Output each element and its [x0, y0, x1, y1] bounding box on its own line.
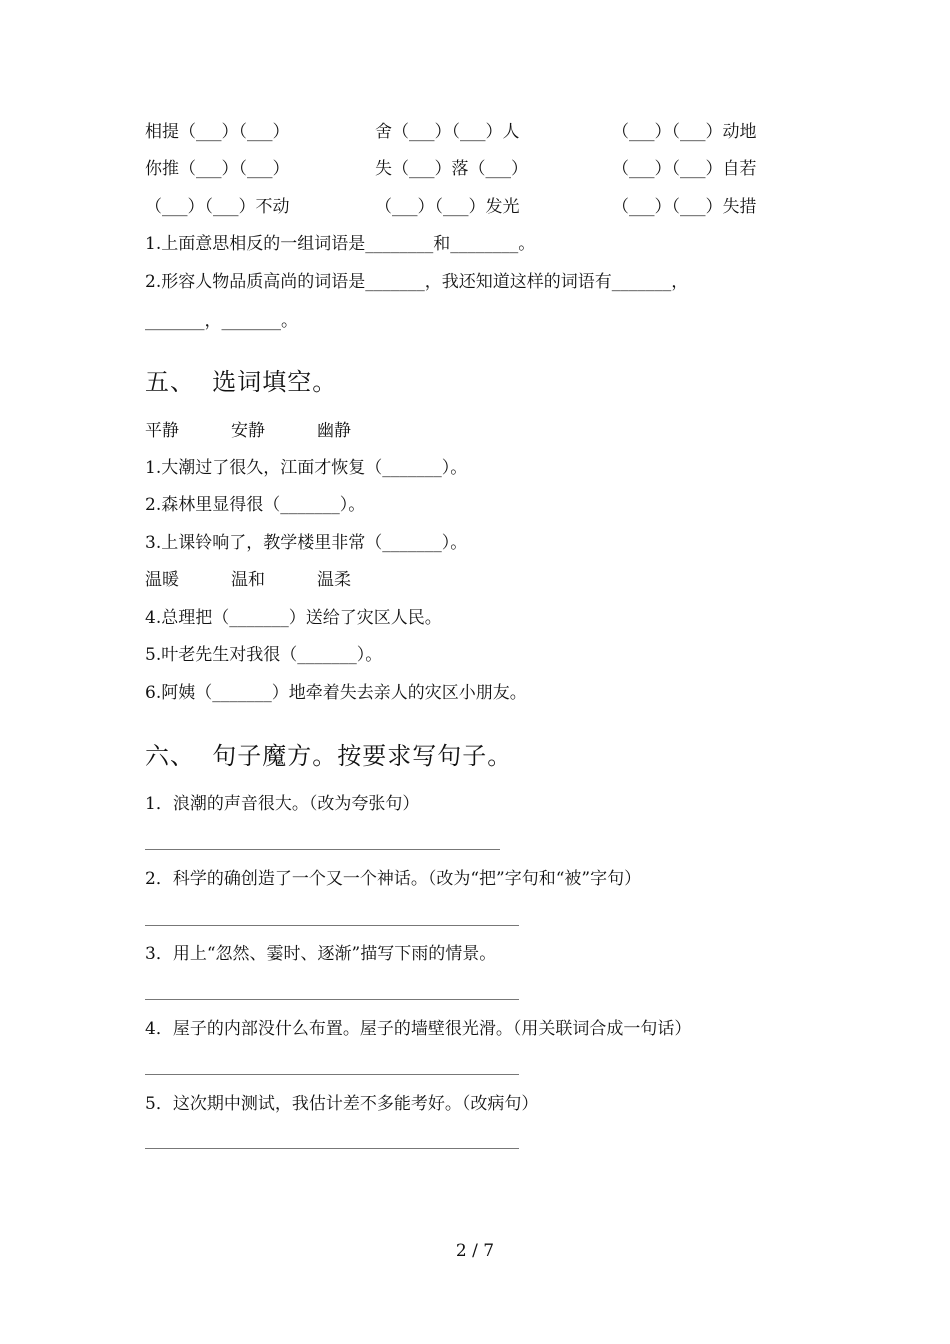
- page-number: 2 / 7: [455, 1241, 495, 1261]
- idiom-r2-c1: 你推（___）（___）: [145, 159, 290, 179]
- idiom-r3-c3: （___）（___）失措: [612, 197, 757, 217]
- idiom-r1-c2: 舍（___）（___）人: [375, 122, 520, 142]
- fill-item-4: 4.总理把（_______）送给了灾区人民。: [145, 608, 442, 628]
- fill-item-3: 3.上课铃响了，教学楼里非常（_______）。: [145, 533, 468, 553]
- section-5-heading: 五、 选词填空。: [145, 368, 338, 396]
- answer-line-4[interactable]: [145, 1074, 519, 1075]
- section-6-heading: 六、 句子魔方。按要求写句子。: [145, 742, 513, 770]
- word-choice-1c: 幽静: [317, 421, 351, 441]
- sentence-task-1: 1．浪潮的声音很大。（改为夸张句）: [145, 794, 420, 814]
- sentence-task-2: 2．科学的确创造了一个又一个神话。（改为“把”字句和“被”字句）: [145, 869, 642, 889]
- answer-line-2[interactable]: [145, 925, 519, 926]
- sentence-task-4: 4．屋子的内部没什么布置。屋子的墙壁很光滑。（用关联词合成一句话）: [145, 1019, 692, 1039]
- sentence-task-5: 5．这次期中测试，我估计差不多能考好。（改病句）: [145, 1094, 539, 1114]
- word-choice-1b: 安静: [231, 421, 265, 441]
- idiom-r1-c1: 相提（___）（___）: [145, 122, 290, 142]
- idiom-r1-c3: （___）（___）动地: [612, 122, 757, 142]
- word-choice-2c: 温柔: [317, 570, 351, 590]
- idiom-question-2: 2.形容人物品质高尚的词语是_______，我还知道这样的词语有_______，: [145, 272, 689, 292]
- idiom-r3-c2: （___）（___）发光: [375, 197, 520, 217]
- fill-item-6: 6.阿姨（_______）地牵着失去亲人的灾区小朋友。: [145, 683, 527, 703]
- answer-line-3[interactable]: [145, 999, 519, 1000]
- word-choice-1a: 平静: [145, 421, 179, 441]
- idiom-r2-c3: （___）（___）自若: [612, 159, 757, 179]
- idiom-r3-c1: （___）（___）不动: [145, 197, 290, 217]
- answer-line-5[interactable]: [145, 1148, 519, 1149]
- fill-item-1: 1.大潮过了很久，江面才恢复（_______）。: [145, 458, 468, 478]
- idiom-r2-c2: 失（___）落（___）: [375, 159, 528, 179]
- answer-line-1[interactable]: [145, 849, 500, 850]
- sentence-task-3: 3．用上“忽然、霎时、逐渐”描写下雨的情景。: [145, 944, 497, 964]
- fill-item-2: 2.森林里显得很（_______）。: [145, 495, 366, 515]
- idiom-question-1: 1.上面意思相反的一组词语是________和________。: [145, 234, 536, 254]
- word-choice-2a: 温暖: [145, 570, 179, 590]
- fill-item-5: 5.叶老先生对我很（_______）。: [145, 645, 383, 665]
- word-choice-2b: 温和: [231, 570, 265, 590]
- idiom-question-2-continued: _______，_______。: [145, 311, 298, 331]
